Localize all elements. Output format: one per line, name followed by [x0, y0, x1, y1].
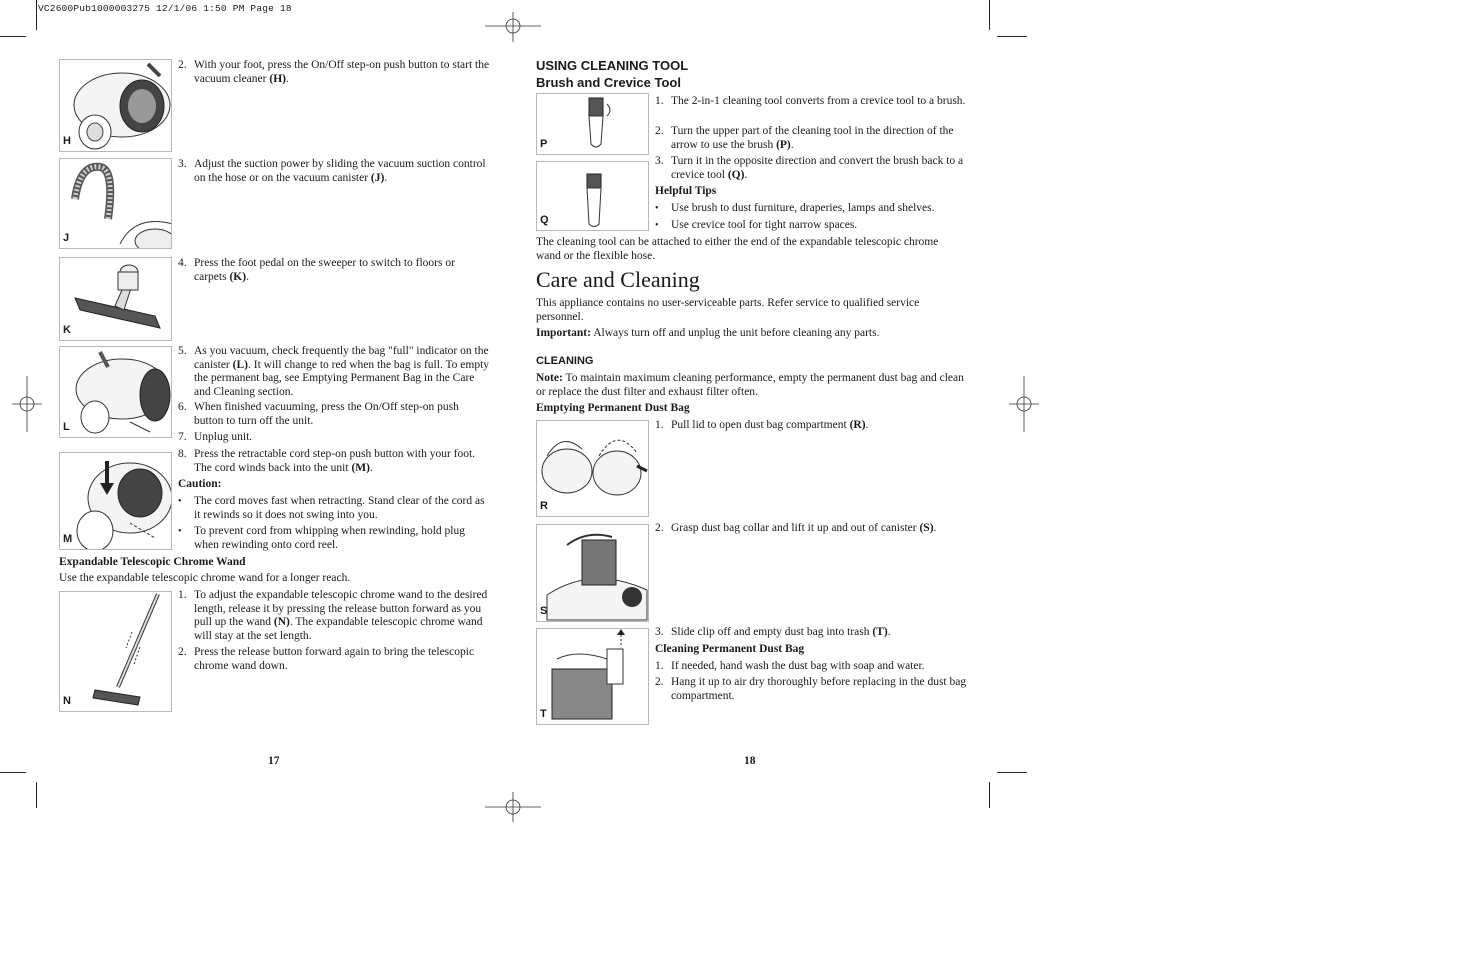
care-and-cleaning-title: Care and Cleaning: [536, 267, 700, 292]
step-5: 5. As you vacuum, check frequently the bag "full" indicator on the canister (L). It will change to red when the bag is full. To empty the permanent bag, see Emptying Permanent Bag in the Care and Cleaning section.: [178, 345, 490, 398]
crevice-tool-illustration: [537, 162, 649, 231]
figure-s-lift-bag: [536, 524, 649, 622]
clean-bag-step-1: 1. If needed, hand wash the dust bag with soap and water.: [655, 660, 925, 672]
tip-item: • Use brush to dust furniture, draperies, lamps and shelves.: [655, 202, 935, 214]
attach-paragraph: The cleaning tool can be attached to either the end of the expandable telescopic chrome wand or the flexible hose.: [536, 236, 939, 262]
figure-p-brush-tool: [536, 93, 649, 155]
section-heading-cleaning-tool: USING CLEANING TOOL: [536, 58, 689, 73]
figure-label: M: [63, 532, 73, 545]
figure-r-open-lid: [536, 420, 649, 517]
step-3: 3. Adjust the suction power by sliding the vacuum suction control on the hose or on the vacuum canister (J).: [178, 158, 486, 184]
figure-n-telescopic-wand: [59, 591, 172, 712]
figure-label: L: [63, 420, 70, 433]
figure-q-crevice-tool: [536, 161, 649, 231]
crop-mark: [36, 782, 37, 808]
step-4: 4. Press the foot pedal on the sweeper to switch to floors or carpets (K).: [178, 257, 455, 283]
wand-intro: Use the expandable telescopic chrome wand for a longer reach.: [59, 572, 351, 584]
caution-heading: Caution:: [178, 478, 222, 490]
brush-tool-illustration: [537, 94, 649, 155]
figure-h-vacuum-on-off: [59, 59, 172, 152]
helpful-tips-heading: Helpful Tips: [655, 185, 717, 197]
telescopic-wand-illustration: [60, 592, 172, 712]
step-2: 2. With your foot, press the On/Off step-on push button to start the vacuum cleaner (H).: [178, 59, 490, 85]
registration-mark: [485, 0, 541, 56]
figure-label: Q: [540, 213, 549, 226]
page-number: 18: [744, 755, 756, 767]
figure-j-suction-control: [59, 158, 172, 249]
empty-step-1: 1. Pull lid to open dust bag compartment (R).: [655, 419, 869, 431]
step-6: 6. When finished vacuuming, press the On/Off step-on push button to turn off the unit.: [178, 401, 459, 427]
floor-nozzle-illustration: [60, 258, 172, 341]
crop-mark: [989, 782, 990, 808]
registration-mark: [997, 376, 1053, 432]
figure-label: P: [540, 137, 548, 150]
wand-step-1: 1. To adjust the expandable telescopic chrome wand to the desired length, release it by pressing the release button forward as you pull up the wand (N). The expandable telescopic chrome wand will stay at the set length.: [178, 589, 488, 642]
registration-mark: [0, 376, 56, 432]
figure-label: R: [540, 499, 548, 512]
registration-mark: [485, 780, 541, 836]
figure-label: K: [63, 323, 71, 336]
figure-label: T: [540, 707, 547, 720]
important-note: Important: Always turn off and unplug the unit before cleaning any parts.: [536, 327, 880, 339]
cord-rewind-illustration: [60, 453, 172, 550]
crop-mark: [0, 772, 26, 773]
tool-step-2: 2. Turn the upper part of the cleaning tool in the direction of the arrow to use the brush (P).: [655, 125, 954, 151]
lift-dust-bag-illustration: [537, 525, 649, 622]
step-8: 8. Press the retractable cord step-on push button with your foot. The cord winds back into the unit (M).: [178, 448, 476, 474]
emptying-bag-heading: Emptying Permanent Dust Bag: [536, 402, 690, 414]
empty-step-3: 3. Slide clip off and empty dust bag into trash (T).: [655, 626, 891, 638]
crop-mark: [36, 0, 37, 30]
cleaning-heading: CLEANING: [536, 355, 594, 367]
crop-mark: [989, 0, 990, 30]
figure-label: S: [540, 604, 548, 617]
caution-item: • The cord moves fast when retracting. Stand clear of the cord as it rewinds so it does not swing into you.: [178, 495, 485, 521]
crop-mark: [997, 772, 1027, 773]
subheading-brush-crevice: Brush and Crevice Tool: [536, 75, 681, 90]
figure-l-bag-full-indicator: [59, 346, 172, 438]
figure-t-empty-bag: [536, 628, 649, 725]
figure-label: N: [63, 694, 71, 707]
cleaning-bag-heading: Cleaning Permanent Dust Bag: [655, 643, 805, 655]
tool-step-3: 3. Turn it in the opposite direction and convert the brush back to a crevice tool (Q).: [655, 155, 964, 181]
figure-m-cord-rewind: [59, 452, 172, 550]
figure-label: H: [63, 134, 71, 147]
tip-item: • Use crevice tool for tight narrow spaces.: [655, 219, 858, 231]
page-number: 17: [268, 755, 280, 767]
vacuum-canister-illustration: [60, 60, 172, 152]
hose-illustration: [60, 159, 172, 249]
cleaning-note: Note: To maintain maximum cleaning performance, empty the permanent dust bag and clean or replace the dust filter and exhaust filter often.: [536, 372, 964, 398]
figure-label: J: [63, 231, 70, 244]
figure-k-foot-pedal: [59, 257, 172, 341]
empty-dust-bag-illustration: [537, 629, 649, 725]
tool-step-1: 1. The 2-in-1 cleaning tool converts from a crevice tool to a brush.: [655, 95, 966, 107]
step-7: 7. Unplug unit.: [178, 431, 253, 443]
care-intro: This appliance contains no user-serviceable parts. Refer service to qualified service personnel.: [536, 297, 920, 323]
empty-step-2: 2. Grasp dust bag collar and lift it up and out of canister (S).: [655, 522, 937, 534]
clean-bag-step-2: 2. Hang it up to air dry thoroughly before replacing in the dust bag compartment.: [655, 676, 967, 702]
vacuum-canister-illustration: [60, 347, 172, 438]
wand-heading: Expandable Telescopic Chrome Wand: [59, 556, 246, 568]
wand-step-2: 2. Press the release button forward again to bring the telescopic chrome wand down.: [178, 646, 475, 672]
open-lid-illustration: [537, 421, 649, 517]
crop-mark: [0, 36, 26, 37]
crop-mark: [997, 36, 1027, 37]
print-slug: VC2600Pub1000003275 12/1/06 1:50 PM Page 18: [38, 3, 292, 14]
caution-item: • To prevent cord from whipping when rewinding, hold plug when rewinding onto cord reel.: [178, 525, 465, 551]
